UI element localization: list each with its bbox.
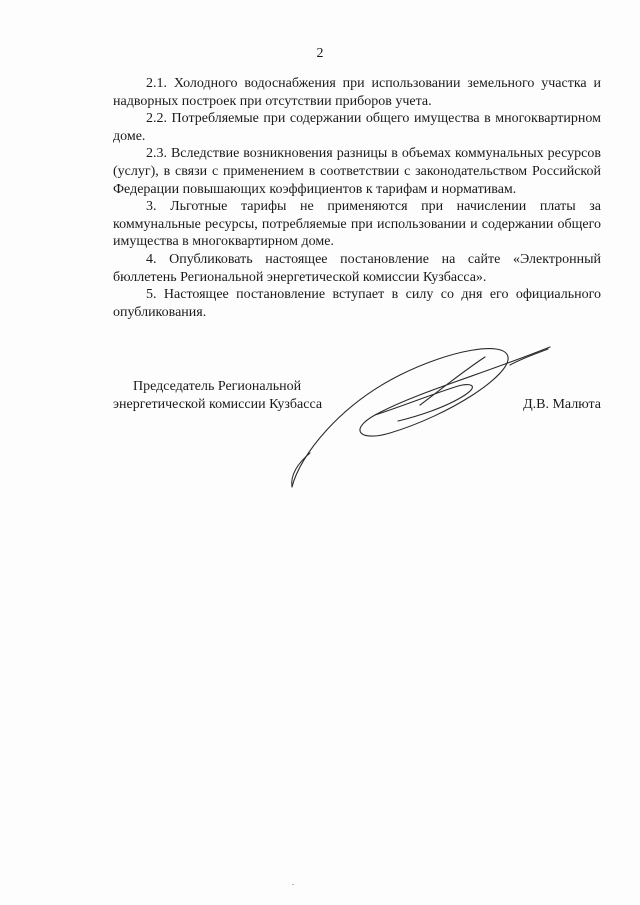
signatory-title xyxy=(113,378,322,414)
paragraph-2-3: 2.3. Вследствие возникновения разницы в объемах коммунальных ресурсов (услуг), в связи с применением в соответствии с законодательством Российской Федерации повышающих коэффициентов к тарифам и нормативам. xyxy=(113,146,601,197)
document-body xyxy=(113,75,601,321)
paragraph-2-1: 2.1. Холодного водоснабжения при использовании земельного участка и надворных построек при отсутствии приборов учета. xyxy=(113,76,601,109)
paragraph-5: 5. Настоящее постановление вступает в силу со дня его официального опубликования. xyxy=(113,287,601,320)
page-number: 2 xyxy=(316,46,324,61)
paragraph-3: 3. Льготные тарифы не применяются при начислении платы за коммунальные ресурсы, потребляемые при использовании и содержании общего имущества в многоквартирном доме. xyxy=(113,199,601,250)
signatory-title-line-2: энергетической комиссии Кузбасса xyxy=(113,397,323,412)
signature-block xyxy=(113,378,601,498)
signatory-title-line-1: Председатель Региональной xyxy=(133,379,302,394)
paragraph-2-2: 2.2. Потребляемые при содержании общего имущества в многоквартирном доме. xyxy=(113,111,601,144)
scan-artifact-dot xyxy=(292,884,294,885)
signatory-name: Д.В. Малюта xyxy=(523,397,601,412)
paragraph-4: 4. Опубликовать настоящее постановление на сайте «Электронный бюллетень Региональной энергетической комиссии Кузбасса». xyxy=(113,251,601,285)
